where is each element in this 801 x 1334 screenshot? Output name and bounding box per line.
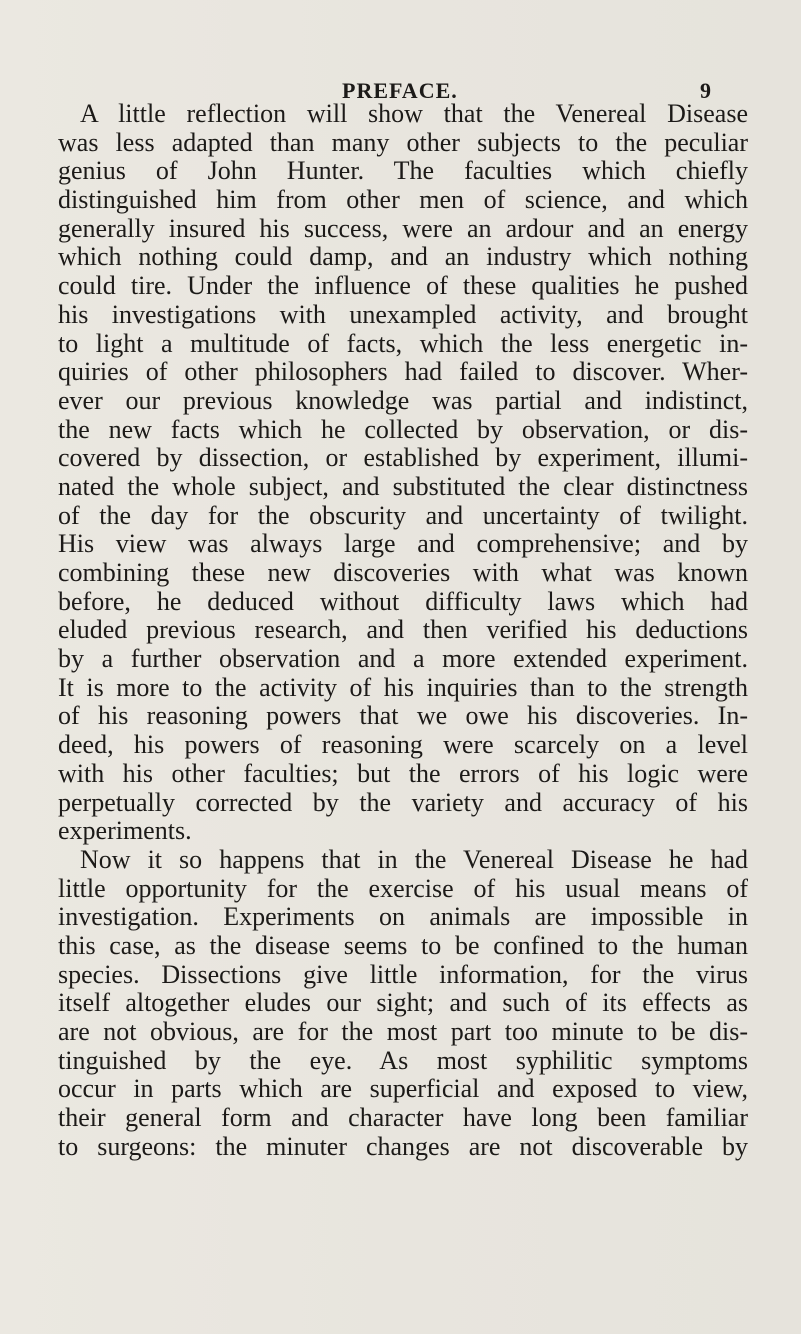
text-line: which nothing could damp, and an industry which nothing <box>58 243 748 272</box>
text-line: of his reasoning powers that we owe his discoveries. In- <box>58 702 748 731</box>
text-line: genius of John Hunter. The faculties which chiefly <box>58 157 748 186</box>
text-line: quiries of other philosophers had failed to discover. Wher- <box>58 358 748 387</box>
text-line: his investigations with unexampled activity, and brought <box>58 300 748 329</box>
text-line: distinguished him from other men of science, and which <box>58 186 748 215</box>
text-line: could tire. Under the influence of these qualities he pushed <box>58 272 748 301</box>
text-line: investigation. Experiments on animals are impossible in <box>58 903 748 932</box>
text-line: perpetually corrected by the variety and accuracy of his <box>58 788 748 817</box>
text-line: generally insured his success, were an ardour and an energy <box>58 214 748 243</box>
text-line: before, he deduced without difficulty laws which had <box>58 587 748 616</box>
text-line: ever our previous knowledge was partial and indistinct, <box>58 386 748 415</box>
text-line: little opportunity for the exercise of his usual means of <box>58 874 748 903</box>
text-line: of the day for the obscurity and uncertainty of twilight. <box>58 501 748 530</box>
text-line: experiments. <box>58 817 192 846</box>
text-line: It is more to the activity of his inquiries than to the strength <box>58 673 748 702</box>
text-line: Now it so happens that in the Venereal Disease he had <box>80 845 748 874</box>
text-line: species. Dissections give little information, for the virus <box>58 960 748 989</box>
text-line: occur in parts which are superficial and exposed to view, <box>58 1075 748 1104</box>
text-line: with his other faculties; but the errors of his logic were <box>58 759 748 788</box>
text-line: this case, as the disease seems to be confined to the human <box>58 931 748 960</box>
running-title: PREFACE. <box>342 78 458 103</box>
text-line: was less adapted than many other subjects to the peculiar <box>58 128 748 157</box>
text-line: nated the whole subject, and substituted the clear distinctness <box>58 472 748 501</box>
text-line: itself altogether eludes our sight; and such of its effects as <box>58 989 748 1018</box>
text-line: their general form and character have long been familiar <box>58 1104 748 1133</box>
text-line: covered by dissection, or established by experiment, illumi- <box>58 444 748 473</box>
text-line: to surgeons: the minuter changes are not discoverable by <box>58 1132 748 1161</box>
text-line: A little reflection will show that the Venereal Disease <box>80 100 748 128</box>
text-line: the new facts which he collected by observation, or dis- <box>58 415 748 444</box>
text-line: to light a multitude of facts, which the less energetic in- <box>58 329 748 358</box>
page-number: 9 <box>700 78 711 103</box>
text-line: combining these new discoveries with what was known <box>58 559 748 587</box>
text-line: deed, his powers of reasoning were scarcely on a level <box>58 731 748 760</box>
text-line: tinguished by the eye. As most syphilitic symptoms <box>58 1046 748 1075</box>
text-line: eluded previous research, and then verified his deductions <box>58 616 748 645</box>
text-line: His view was always large and comprehensive; and by <box>58 530 748 559</box>
text-line: by a further observation and a more extended experiment. <box>58 645 748 674</box>
body-text <box>58 100 748 1161</box>
text-line: are not obvious, are for the most part too minute to be dis- <box>58 1018 748 1046</box>
